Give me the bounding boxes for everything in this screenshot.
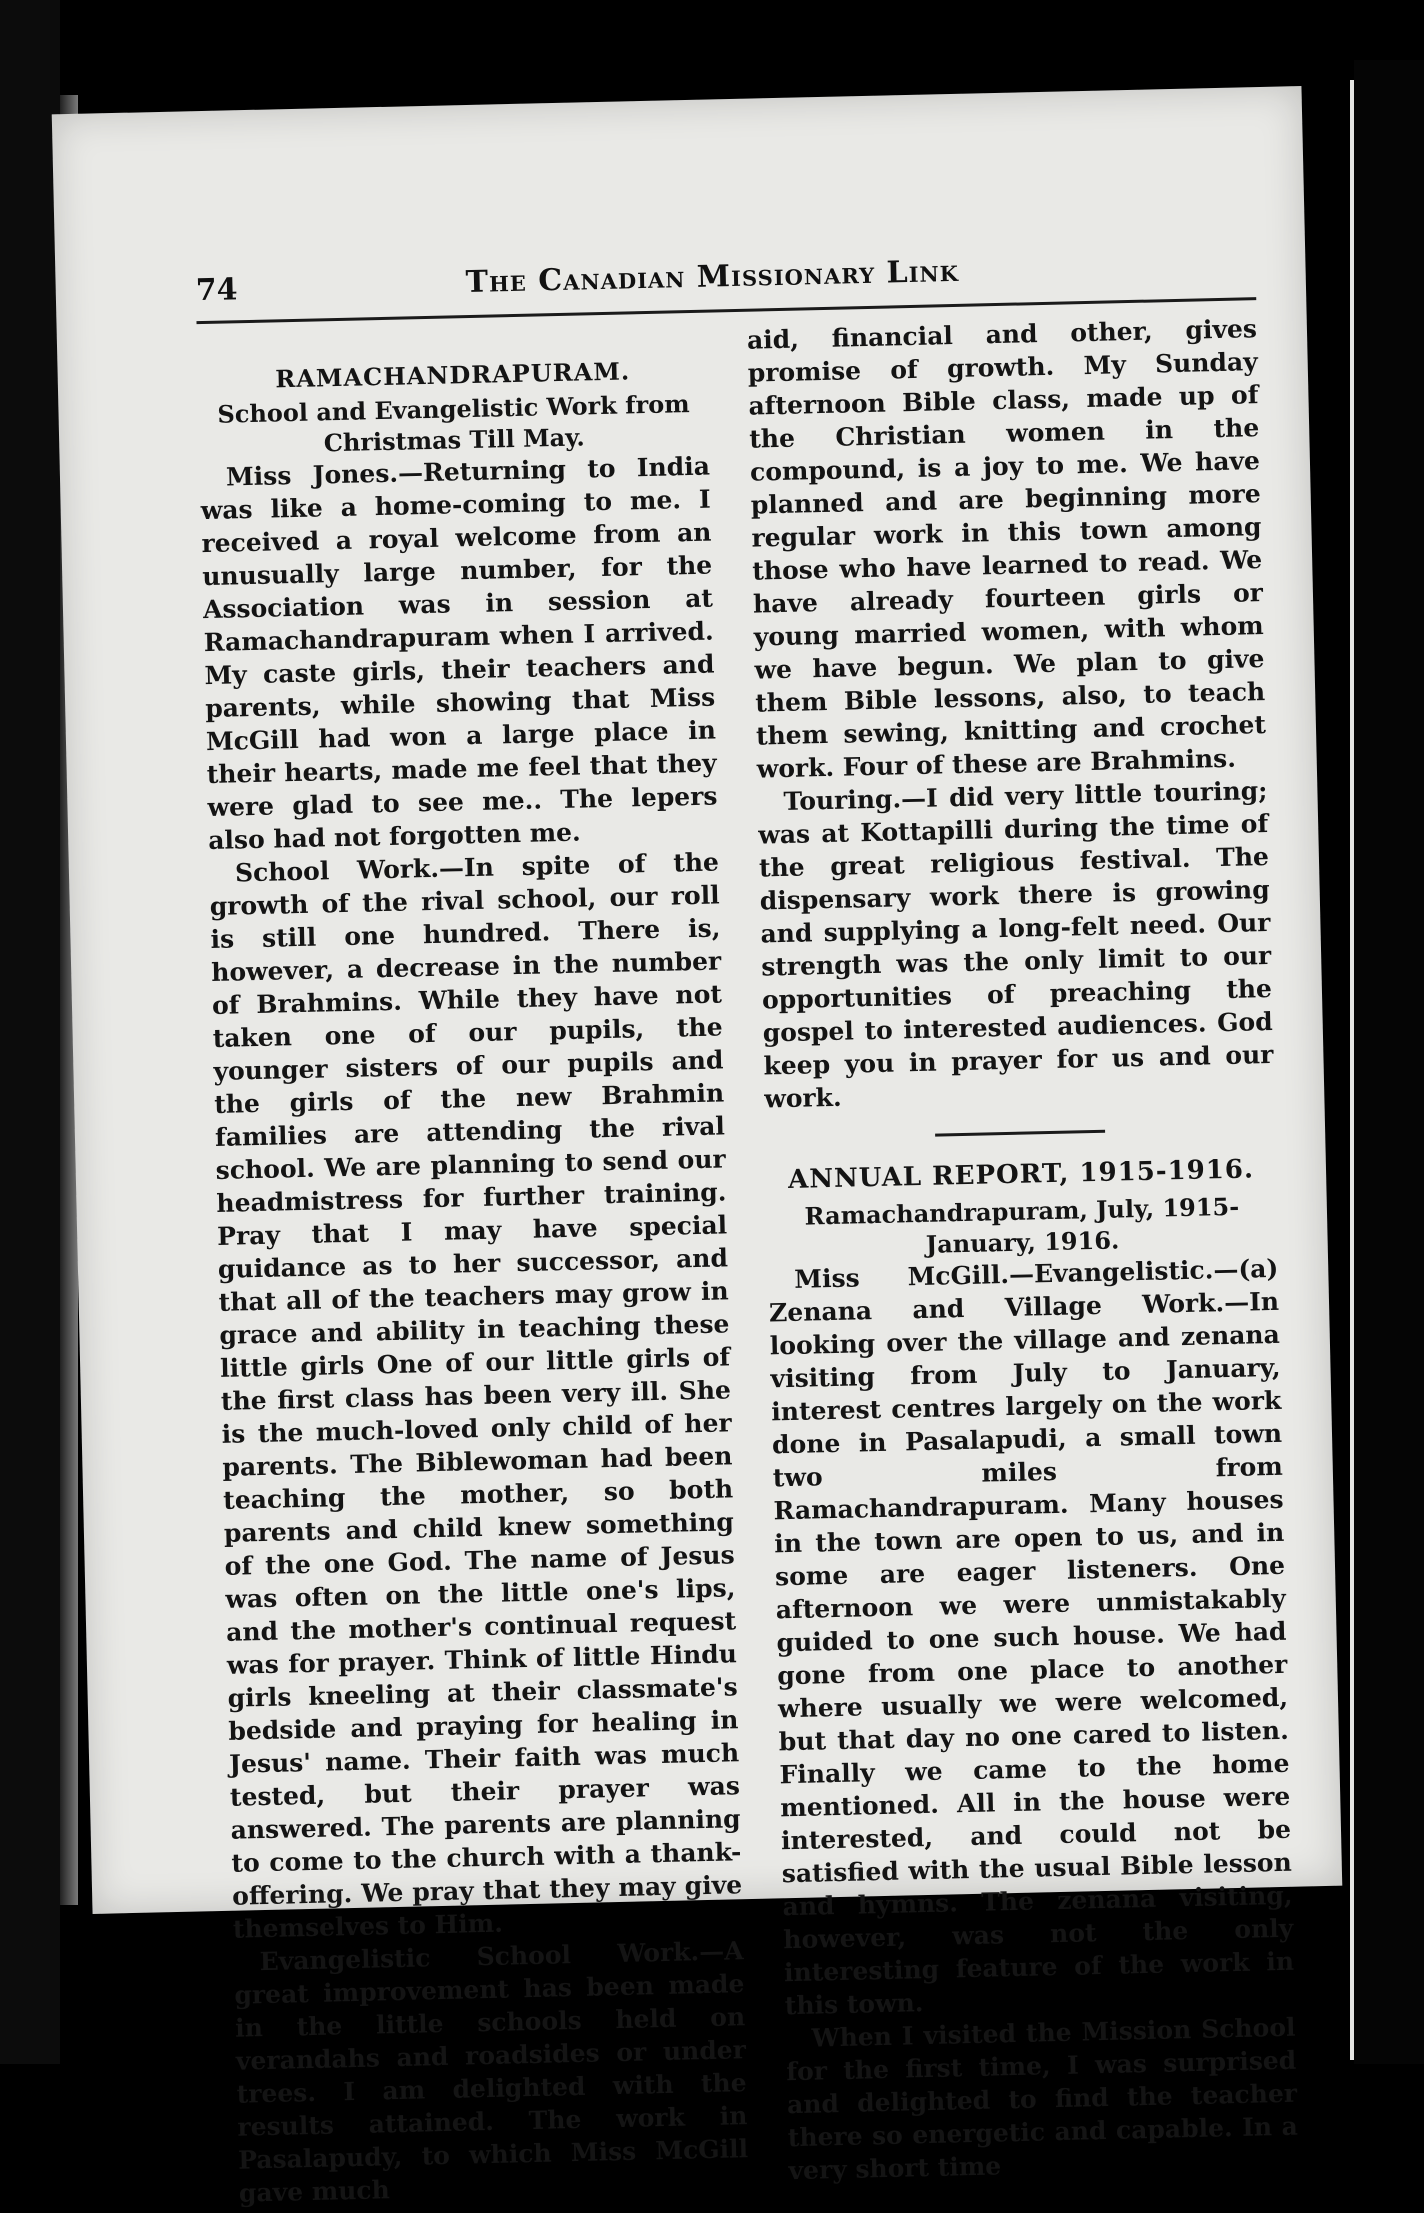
section-divider xyxy=(935,1130,1105,1137)
scan-border-right xyxy=(1354,60,1424,2064)
paragraph: When I visited the Mission School for the first time, I was surprised and delighted to find the teacher there so energetic and capable. In a very short time xyxy=(786,2012,1299,2186)
paragraph-text: —Evangelistic.—(a) Zenana and Village Work.—In looking over the village and zenana visiting from July to January, interest centres largely on the work done in Pasalapudi, a small town two miles from Ramachandrapuram. Many houses in the town are open to us, and in some are eager listeners. One afternoon we were unmistakably guided to one such house. We had gone from one place to another where usually we were welcomed, but that day no one cared to listen. Finally we came to the home mentioned. All in the house were interested, and could not be satisfied with the usual Bible lesson and hymns. The zenana visiting, however, was not the only interesting feature of the work in this town. xyxy=(768,1253,1295,2021)
paragraph: School Work.—In spite of the growth of the rival school, our roll is still one hundred. There is, however, a decrease in the number of Brahmins. While they have not taken one of our pupils, the younger sisters of our pupils and the girls of the new Brahmin families are attending the rival school. We are planning to send our headmistress for further training. Pray that I may have special guidance as to her successor, and that all of the teachers may grow in grace and ability in teaching these little girls One of our little girls of the first class has been very ill. She is the much-loved only child of her parents. The Biblewoman had been teaching the mother, so both parents and child knew something of the one God. The name of Jesus was often on the little one's lips, and the mother's continual request was for prayer. Think of little Hindu girls kneeling at their classmate's bedside and praying for healing in Jesus' name. Their faith was much tested, but their prayer was answered. The parents are planning to come to the church with a thank-offering. We pray that they may give themselves to Him. xyxy=(209,847,743,1944)
right-column xyxy=(747,312,1299,2187)
report-title: ANNUAL REPORT, 1915-1916. xyxy=(787,1154,1255,1195)
section-title: RAMACHANDRAPURAM. xyxy=(275,356,631,394)
section-subtitle: School and Evangelistic Work from Christmas Till May. xyxy=(217,389,690,458)
paragraph: Touring.—I did very little touring; was at Kottapilli during the time of the great religious festival. The dispensary work there is growing and supplying a long-felt need. Our strength was the only limit to our opportunities of preaching the gospel to interested audiences. God keep you in prayer for us and our work. xyxy=(757,776,1274,1114)
page-number: 74 xyxy=(195,272,238,309)
paragraph xyxy=(768,1252,1295,2022)
paragraph-lead: Miss Jones. xyxy=(225,458,399,492)
running-title: The Canadian Missionary Link xyxy=(465,253,960,301)
paragraph: Evangelistic School Work.—A great improvement has been made in the little schools held on verandahs and roadsides or under trees. I am delighted with the results attained. The work in Pasalapudy, to which Miss McGill gave much xyxy=(234,1936,749,2208)
paragraph xyxy=(200,450,719,857)
report-subtitle: Ramachandrapuram, July, 1915-January, 1916. xyxy=(804,1191,1240,1259)
book-page xyxy=(52,86,1343,2208)
paragraph: aid, financial and other, gives promise of growth. My Sunday afternoon Bible class, made up of the Christian women in the compound, is a joy to me. We have planned and are beginning more regular work in this town among those who have learned to read. We have already fourteen girls or young married women, with whom we have begun. We plan to give them Bible lessons, also, to teach them sewing, knitting and crochet work. Four of these are Brahmins. xyxy=(746,314,1267,784)
left-column xyxy=(197,325,749,2210)
paragraph-lead: Miss McGill. xyxy=(794,1259,1010,1294)
paragraph-text: —Returning to India was like a home-coming to me. I received a royal welcome from an unusually large number, for the Association was in session at Ramachandrapuram when I arrived. My caste girls, their teachers and parents, while showing that Miss McGill had won a large place in their hearts, made me feel that they were glad to see me.. The lepers also had not forgotten me. xyxy=(200,451,718,856)
scan-border-left xyxy=(0,0,60,2064)
